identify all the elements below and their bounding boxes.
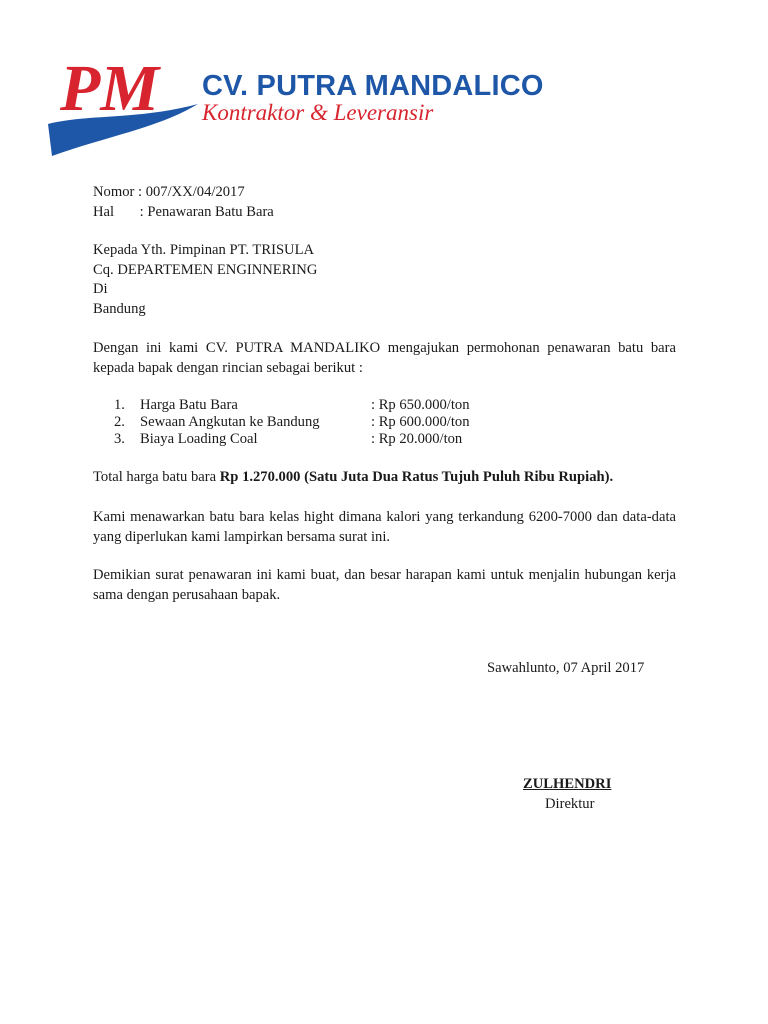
letter-date: Sawahlunto, 07 April 2017 — [487, 660, 645, 676]
nomor-row — [93, 184, 245, 201]
company-tagline: Kontraktor & Leveransir — [202, 100, 434, 125]
recipient-line-2: Cq. DEPARTEMEN ENGINNERING — [93, 262, 318, 278]
hal-row — [93, 204, 274, 221]
offer-paragraph: Kami menawarkan batu bara kelas hight dimana kalori yang terkandung 6200-7000 dan data-data yang diperlukan kami lampirkan bersama surat ini. — [93, 509, 676, 545]
total-prefix: Total harga batu bara — [93, 469, 220, 485]
recipient-line-1: Kepada Yth. Pimpinan PT. TRISULA — [93, 242, 315, 258]
recipient-line-4: Bandung — [93, 301, 146, 317]
nomor-label: Nomor — [93, 184, 135, 200]
recipient-line-3: Di — [93, 281, 108, 297]
letterhead — [48, 44, 628, 164]
nomor-value: : 007/XX/04/2017 — [138, 184, 245, 200]
logo-initials: PM — [60, 52, 159, 125]
hal-label: Hal — [93, 204, 115, 220]
price-list-item: 3. Biaya Loading Coal : Rp 20.000/ton — [114, 431, 463, 447]
closing-paragraph: Demikian surat penawaran ini kami buat, dan besar harapan kami untuk menjalin hubungan kerja sama dengan perusahaan bapak. — [93, 567, 676, 603]
signatory-name: ZULHENDRI — [523, 776, 612, 792]
intro-paragraph: Dengan ini kami CV. PUTRA MANDALIKO mengajukan permohonan penawaran batu bara kepada bapak dengan rincian sebagai berikut : — [93, 340, 676, 376]
price-list-item: 2. Sewaan Angkutan ke Bandung : Rp 600.000/ton — [114, 414, 470, 430]
company-logo-icon — [48, 44, 208, 162]
total-amount: Rp 1.270.000 (Satu Juta Dua Ratus Tujuh Puluh Ribu Rupiah). — [219, 469, 614, 485]
price-list-item: 1. Harga Batu Bara : Rp 650.000/ton — [114, 397, 470, 413]
signatory-title: Direktur — [545, 796, 595, 812]
company-name: CV. PUTRA MANDALICO — [202, 70, 544, 102]
hal-value: : Penawaran Batu Bara — [139, 204, 274, 220]
total-line — [93, 469, 613, 486]
